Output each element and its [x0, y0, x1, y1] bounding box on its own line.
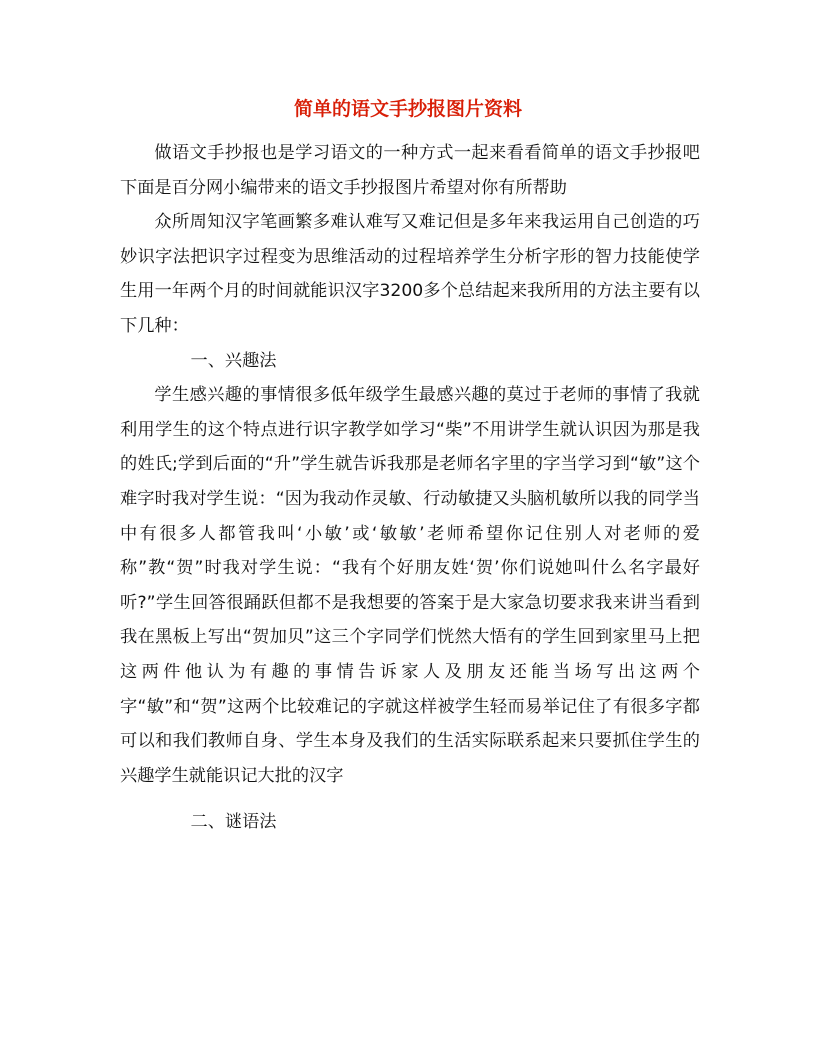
interest-method-paragraph: 学生感兴趣的事情很多低年级学生最感兴趣的莫过于老师的事情了我就利用学生的这个特点进行识字教学如学习“柴”不用讲学生就认识因为那是我的姓氏;学到后面的“升”学生就告诉我那是老师名字里的字当学习到“敏”这个难字时我对学生说：“因为我动作灵敏、行动敏捷又头脑机敏所以我的同学当中有很多人都管我叫‘小敏’或‘敏敏’老师希望你记住别人对老师的爱称”教“贺”时我对学生说：“我有个好朋友姓‘贺’你们说她叫什么名字最好听?”学生回答很踊跃但都不是我想要的答案于是大家急切要求我来讲当看到我在黑板上写出“贺加贝”这三个字同学们恍然大悟有的学生回到家里马上把这两件他认为有趣的事情告诉家人及朋友还能当场写出这两个字“敏”和“贺”这两个比较难记的字就这样被学生轻而易举记住了有很多字都可以和我们教师自身、学生本身及我们的生活实际联系起来只要抓住学生的兴趣学生就能识记大批的汉字	[120, 385, 700, 786]
section-heading-interest-method: 一、兴趣法	[190, 350, 277, 371]
page-title: 简单的语文手抄报图片资料	[293, 98, 522, 120]
document-body	[120, 136, 700, 840]
intro-paragraph: 做语文手抄报也是学习语文的一种方式一起来看看简单的语文手抄报吧下面是百分网小编带来的语文手抄报图片希望对你有所帮助	[120, 143, 700, 198]
overview-paragraph: 众所周知汉字笔画繁多难认难写又难记但是多年来我运用自己创造的巧妙识字法把识字过程变为思维活动的过程培养学生分析字形的智力技能使学生用一年两个月的时间就能识汉字3200多个总结起来我所用的方法主要有以下几种：	[120, 212, 700, 336]
section-heading-riddle-method: 二、谜语法	[190, 812, 277, 833]
